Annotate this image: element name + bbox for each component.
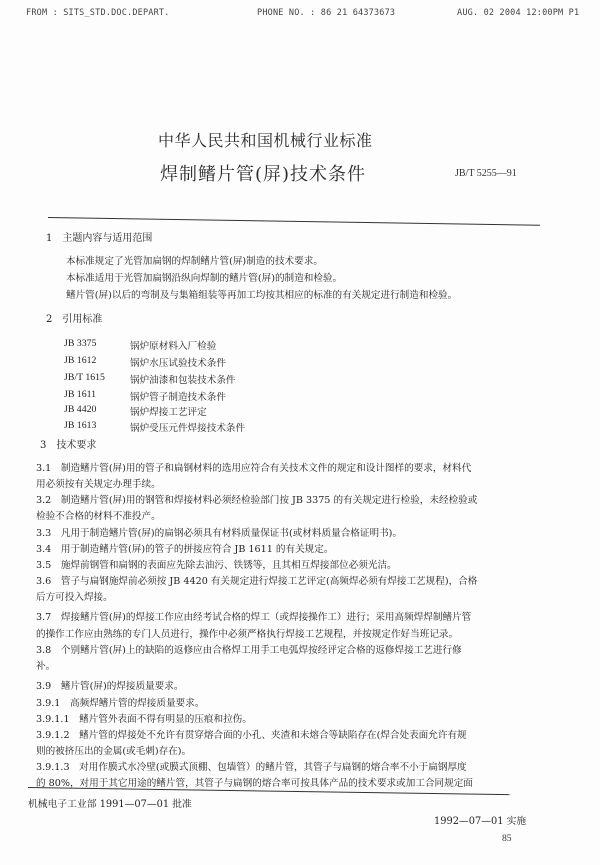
clause-3-6: 3.6 管子与扁钢施焊前必须按 JB 4420 有关规定进行焊接工艺评定(高频焊必须有焊接工艺规程)，合格 [36, 576, 478, 587]
reference-name: 锅炉油漆和包装技术条件 [130, 375, 236, 386]
reference-name: 锅炉焊接工艺评定 [130, 407, 207, 418]
page-number: 85 [502, 833, 512, 844]
clause-continuation: 用必须按有关规定办理手续。 [36, 479, 161, 490]
org-title: 中华人民共和国机械行业标准 [158, 131, 373, 150]
reference-name: 锅炉受压元件焊接技术条件 [130, 423, 246, 434]
reference-code: JB 1611 [64, 389, 97, 400]
clause-continuation: 后方可投入焊接。 [36, 592, 113, 603]
section-1-heading: 1 主题内容与适用范围 [46, 233, 153, 244]
clause-continuation: 则的被挤压出的金属(或毛刺)存在)。 [36, 746, 192, 757]
standard-code: JB/T 5255—91 [455, 168, 517, 179]
paragraph: 本标准规定了光管加扁钢的焊制鳍片管(屏)制造的技术要求。 [66, 256, 323, 267]
clause-continuation: 检验不合格的材料不准投产。 [36, 511, 161, 522]
reference-code: JB 1613 [64, 420, 97, 431]
fax-datetime: AUG. 02 2004 12:00PM P1 [457, 8, 580, 18]
clause-continuation: 的 80%，对用于其它用途的鳍片管，其管子与扁钢的熔合率可按具体产品的技术要求或加工合同规定面 [36, 778, 473, 789]
clause-3-3: 3.3 凡用于制造鳍片管(屏)的扁钢必须具有材料质量保证书(或材料质量合格证明书)。 [36, 528, 403, 539]
reference-name: 锅炉管子制造技术条件 [130, 392, 226, 403]
clause-3-2: 3.2 制造鳍片管(屏)用的钢管和焊接材料必须经检验部门按 JB 3375 的有关规定进行检验，未经检验或 [36, 495, 478, 506]
fax-phone: PHONE NO. : 86 21 64373673 [257, 8, 396, 18]
paragraph: 本标准适用于光管加扁钢沿纵向焊制的鳍片管(屏)的制造和检验。 [66, 273, 343, 284]
clause-3-8: 3.8 个别鳍片管(屏)上的缺陷的返修应由合格焊工用手工电弧焊按经评定合格的返修焊接工艺进行修 [36, 645, 462, 656]
clause-continuation: 补。 [36, 661, 56, 672]
clause-3-9: 3.9 鳍片管(屏)的焊接质量要求。 [36, 681, 184, 692]
reference-code: JB 4420 [64, 404, 97, 415]
fax-header [0, 8, 600, 22]
header-divider [48, 217, 540, 226]
clause-3-9-1-1: 3.9.1.1 鳍片管外表面不得有明显的压痕和拉伤。 [36, 714, 252, 725]
section-3-heading: 3 技术要求 [40, 440, 97, 451]
clause-3-9-1-3: 3.9.1.3 对用作膜式水冷壁(或膜式顶棚、包墙管）的鳍片管，其管子与扁钢的熔合率不小于扁钢厚度 [36, 762, 467, 773]
clause-3-9-1: 3.9.1 高频焊鳍片管的焊接质量要求。 [36, 698, 205, 709]
clause-3-4: 3.4 用于制造鳍片管(屏)的管子的拼接应符合 JB 1611 的有关规定。 [36, 544, 334, 555]
reference-name: 锅炉原材料入厂检验 [130, 341, 217, 352]
clause-3-7: 3.7 焊接鳍片管(屏)的焊接工作应由经考试合格的焊工（或焊接操作工）进行；采用高频焊焊制鳍片管 [36, 612, 472, 623]
reference-code: JB 1612 [64, 355, 97, 366]
clause-3-5: 3.5 施焊前钢管和扁钢的表面应先除去油污、铁锈等，且其相互焊接部位必须光洁。 [36, 560, 397, 571]
approval-note: 机械电子工业部 1991—07—01 批准 [28, 799, 192, 810]
doc-title: 焊制鳍片管(屏)技术条件 [160, 164, 367, 185]
reference-code: JB/T 1615 [64, 372, 105, 383]
clause-3-1: 3.1 制造鳍片管(屏)用的管子和扁钢材料的选用应符合有关技术文件的规定和设计图样的要求，材料代 [36, 463, 472, 474]
paragraph: 鳍片管(屏)以后的弯制及与集箱组装等再加工均按其相应的标准的有关规定进行制造和检验。 [66, 290, 458, 301]
reference-code: JB 3375 [64, 338, 97, 349]
reference-name: 锅炉水压试验技术条件 [130, 358, 226, 369]
clause-continuation: 的操作工作应由熟练的专门人员进行，操作中必须严格执行焊接工艺规程，并按规定作好当班记录。 [36, 629, 459, 640]
implementation-date: 1992—07—01 实施 [434, 816, 527, 827]
fax-from: FROM : SITS_STD.DOC.DEPART. [26, 8, 170, 18]
section-2-heading: 2 引用标准 [46, 314, 103, 325]
clause-3-9-1-2: 3.9.1.2 鳍片管的焊接处不允许有贯穿熔合面的小孔、夹渣和未熔合等缺陷存在(焊合处表面允许有规 [36, 730, 467, 741]
